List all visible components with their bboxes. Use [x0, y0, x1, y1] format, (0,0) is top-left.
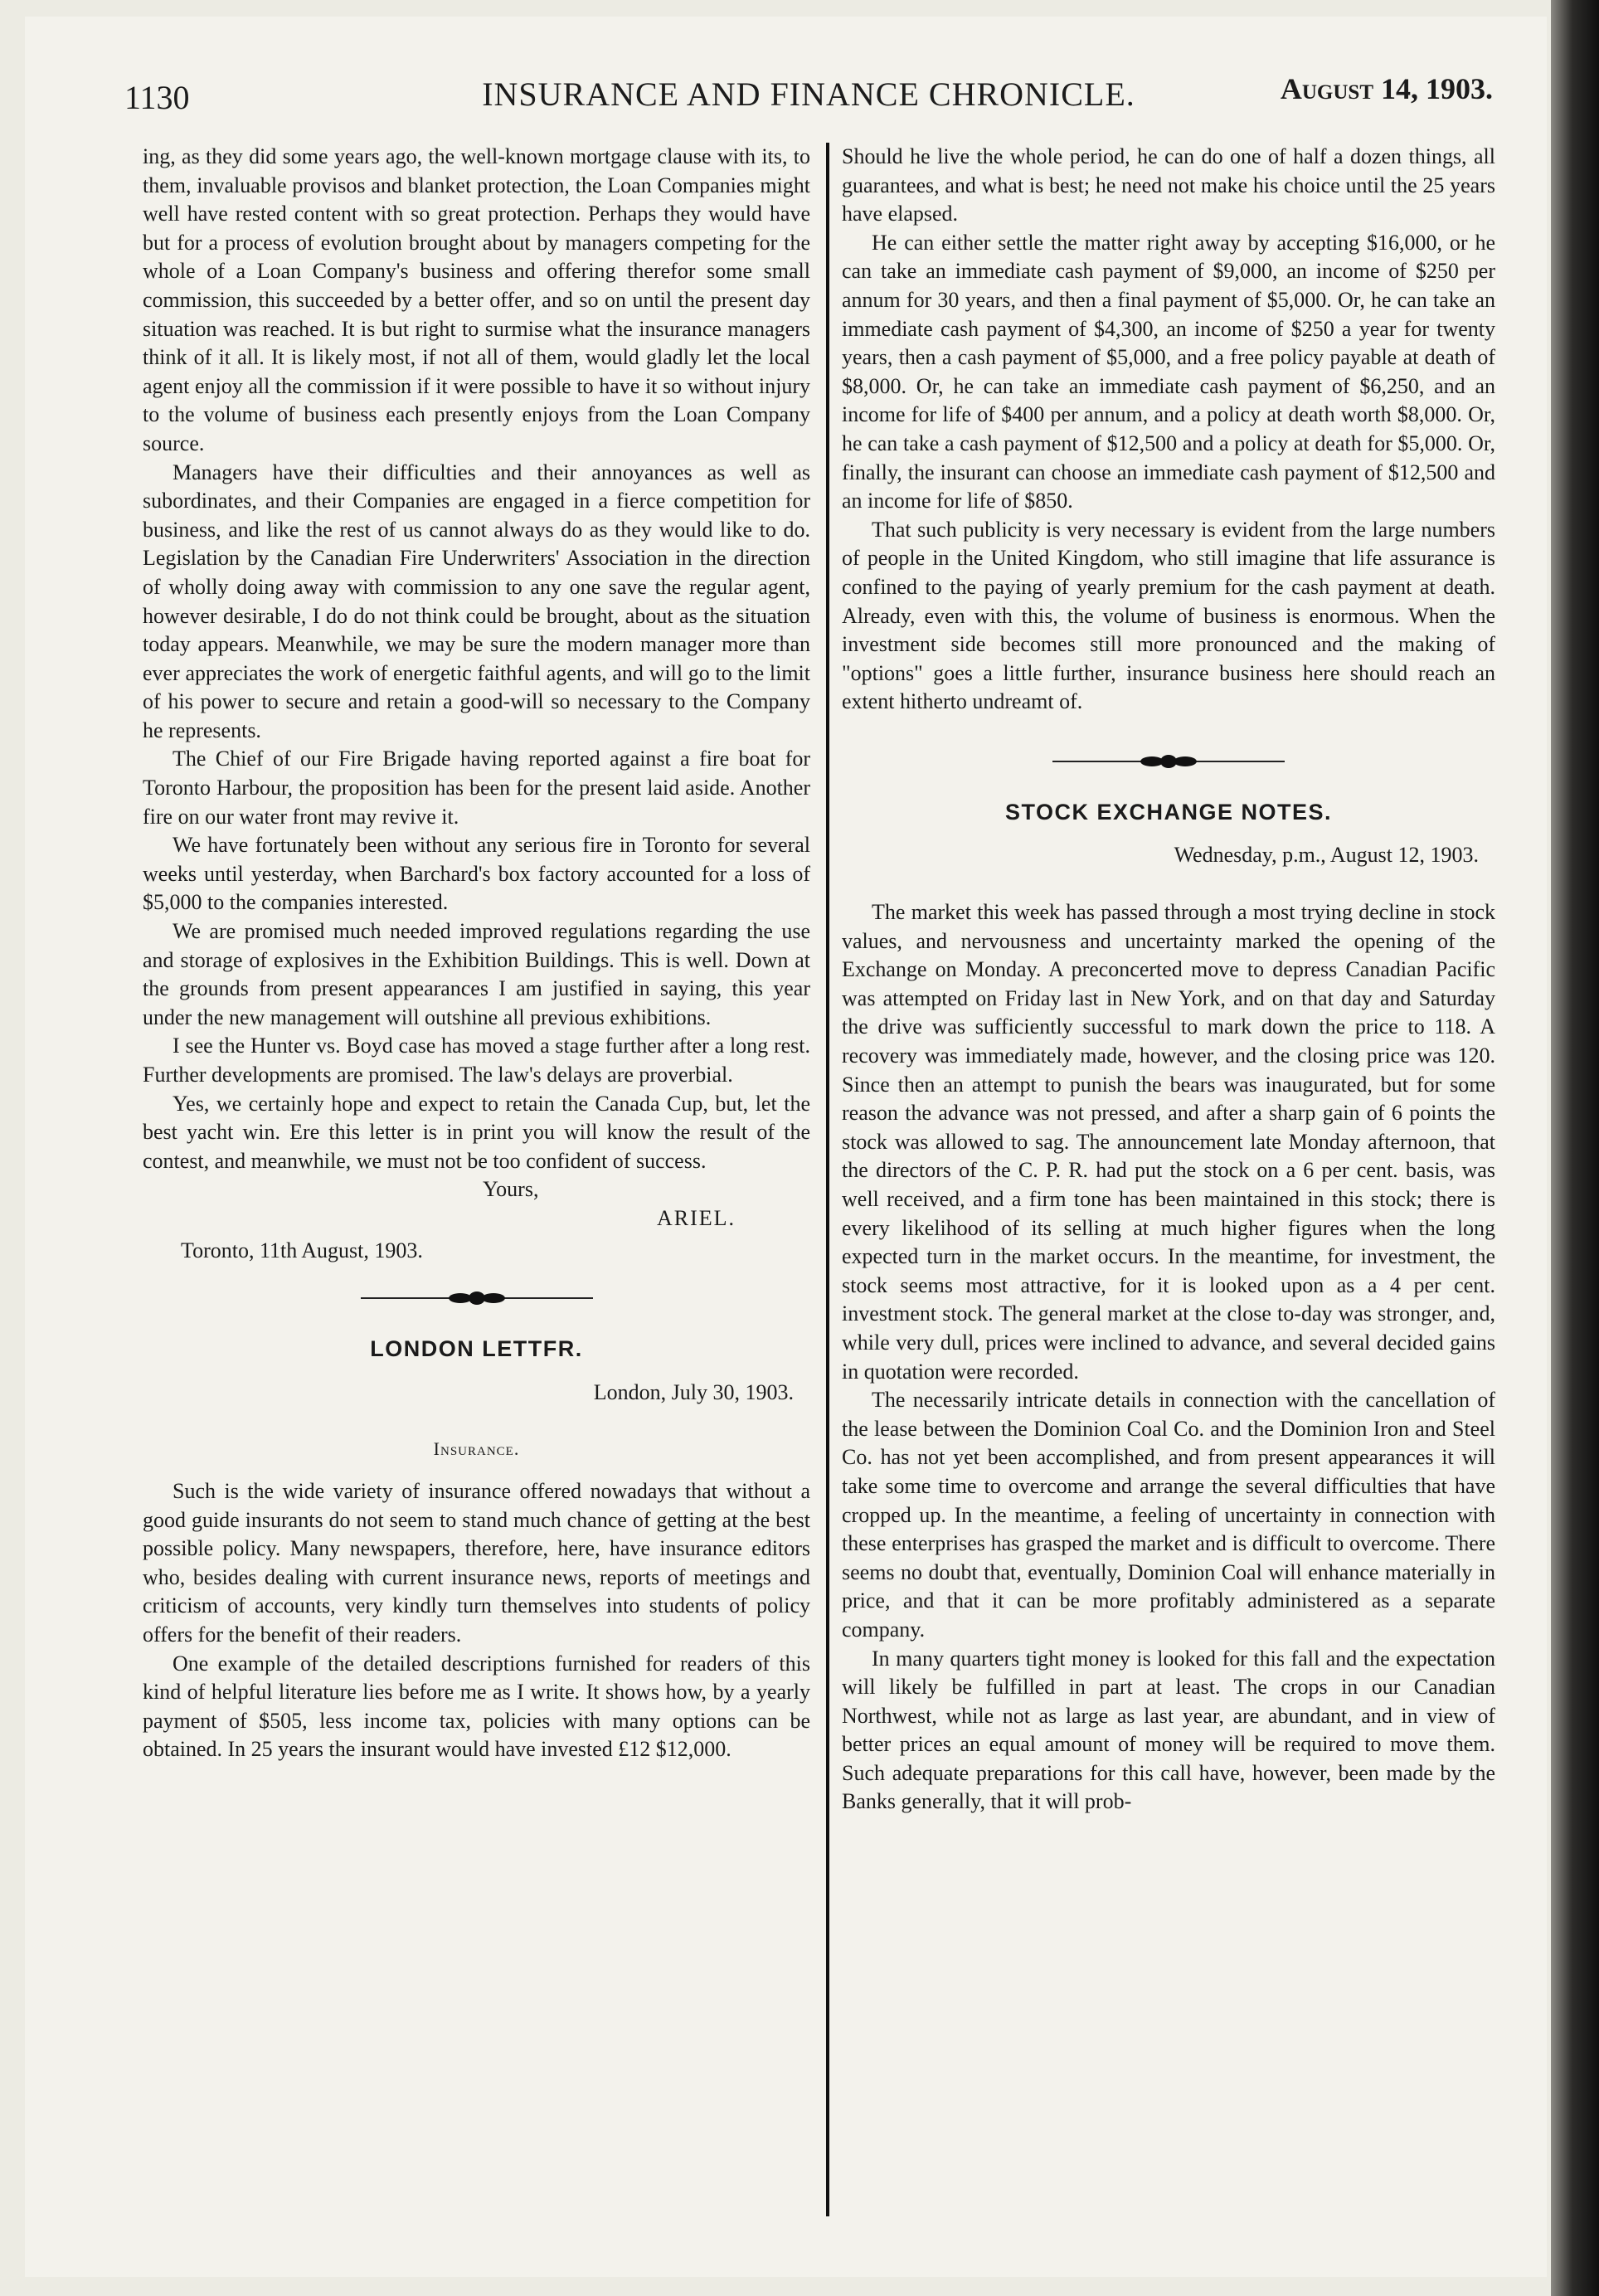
- right-column: [842, 143, 1495, 1817]
- article-paragraph: He can either settle the matter right away by accepting $16,000, or he can take an immediate cash payment of $9,000, an income of $250 per annum for 30 years, and then a final payment of $5,000. Or, he can take an immediate cash payment of $4,300, an income of $250 a year for twenty years, then a cash payment of $5,000, and a free policy payable at death of $8,000. Or, he can take an immediate cash payment of $6,250, and an income for life of $400 per annum, and a policy at death worth $8,000. Or, he can take a cash payment of $12,500 and a policy at death for $5,000. Or, finally, the insurant can choose an immediate cash payment of $12,500 and an income for life of $850.: [842, 230, 1495, 513]
- book-binding-edge: [1551, 0, 1599, 2296]
- page-header: [124, 66, 1493, 124]
- article-paragraph: Such is the wide variety of insurance offered nowadays that without a good guide insurants do not seem to stand much chance of getting at the best possible policy. Many newspapers, therefore, here, have insurance editors who, besides dealing with current insurance news, reports of meetings and criticism of accounts, very kindly turn themselves into students of policy offers for the benefit of their readers.: [143, 1478, 810, 1647]
- publication-title: INSURANCE AND FINANCE CHRONICLE.: [482, 75, 1135, 113]
- page-number: 1130: [124, 79, 190, 116]
- article-paragraph: ing, as they did some years ago, the well-known mortgage clause with its, to them, invaluable provisos and blanket protection, the Loan Companies might well have rested content with so great protection. Perhaps they would have but for a process of evolution brought about by managers competing for the whole of a Loan Company's business and offering therefor some small commission, this succeeded by a better offer, and so on until the present day situation was reached. It is but right to surmise what the insurance managers think of it all. It is likely most, if not all of them, would gladly let the local agent enjoy all the commission if it were possible to have it so without injury to the volume of business each presently enjoys from the Loan Company source.: [143, 144, 810, 455]
- left-column: [143, 143, 810, 1764]
- article-paragraph: Yes, we certainly hope and expect to retain the Canada Cup, but, let the best yacht win. Ere this letter is in print you will know the result of the contest, and meanwhile, we must not be too confident of success.: [143, 1091, 810, 1173]
- article-paragraph: I see the Hunter vs. Boyd case has moved a stage further after a long rest. Further developments are promised. The law's delays are proverbial.: [143, 1034, 810, 1087]
- article-paragraph: We have fortunately been without any serious fire in Toronto for several weeks until yesterday, when Barchard's box factory accounted for a loss of $5,000 to the companies interested.: [143, 833, 810, 915]
- column-divider: [826, 143, 829, 2216]
- stock-exchange-dateline: Wednesday, p.m., August 12, 1903.: [1174, 843, 1479, 868]
- article-paragraph: Should he live the whole period, he can do one of half a dozen things, all guarantees, and what is best; he need not make his choice until the 25 years have elapsed.: [842, 144, 1495, 226]
- signoff-name: ARIEL.: [657, 1205, 736, 1230]
- london-letter-dateline: London, July 30, 1903.: [593, 1379, 794, 1404]
- article-paragraph: The Chief of our Fire Brigade having reported against a fire boat for Toronto Harbour, the proposition has been for the present laid aside. Another fire on our water front may revive it.: [143, 747, 810, 829]
- article-paragraph: We are promised much needed improved regulations regarding the use and storage of explosives in the Exhibition Buildings. This is well. Down at the grounds from present appearances I am justified in saying, this year under the new management will outshine all previous exhibitions.: [143, 919, 810, 1029]
- stock-exchange-heading: STOCK EXCHANGE NOTES.: [1004, 799, 1333, 825]
- article-paragraph: The market this week has passed through a most trying decline in stock values, and nervousness and uncertainty marked the opening of the Exchange on Monday. A preconcerted move to depress Canadian Pacific was attempted on Friday last in New York, and on that day and Saturday the drive was sufficiently successful to mark down the price to 118. A recovery was immediately made, however, and the closing price was 120. Since then an attempt to punish the bears was inaugurated, but for some reason the advance was not pressed, and after a sharp gain of 6 points the stock was allowed to sag. The announcement late Monday afternoon, that the directors of the C. P. R. had put the stock on a 6 per cent. basis, was well received, and a firm tone has been maintained in this stock; there is every likelihood of its selling at much higher figures when the long expected turn in the market occurs. In the meantime, for investment, the stock seems most attractive, for it is looked upon as a 4 per cent. investment stock. The general market at the close to-day was stronger, and, while very dull, prices were inclined to advance, and several decided gains in quotation were recorded.: [842, 900, 1495, 1384]
- article-paragraph: One example of the detailed descriptions furnished for readers of this kind of helpful literature lies before me as I write. It shows how, by a yearly payment of $505, less income tax, policies with many options can be obtained. In 25 years the insurant would have invested £12 $12,000.: [143, 1651, 810, 1762]
- signoff-dateline: Toronto, 11th August, 1903.: [181, 1238, 423, 1262]
- article-paragraph: Managers have their difficulties and their annoyances as well as subordinates, and their Companies are engaged in a fierce competition for business, and like the rest of us cannot always do as they would like to do. Legislation by the Canadian Fire Underwriters' Association in the direction of wholly doing away with commission to any one save the regular agent, however desirable, I do do not think could be brought, about as the situation today appears. Meanwhile, we may be sure the modern manager more than ever appreciates the work of energetic faithful agents, and will go to the limit of his power to secure and retain a good-will so necessary to the Company he represents.: [143, 460, 810, 742]
- london-letter-heading: LONDON LETTFR.: [370, 1336, 583, 1362]
- ornament-divider: [1052, 753, 1285, 770]
- article-paragraph: In many quarters tight money is looked for this fall and the expectation will likely be fulfilled in part at least. The crops in our Canadian Northwest, while not as large as last year, are abundant, and in view of better prices an equal amount of money will be required to move them. Such adequate preparations for this call have, however, been made by the Banks generally, that it will prob-: [842, 1646, 1495, 1814]
- insurance-subheading: Insurance.: [433, 1438, 520, 1460]
- issue-date: August 14, 1903.: [1280, 72, 1493, 105]
- article-paragraph: The necessarily intricate details in connection with the cancellation of the lease between the Dominion Coal Co. and the Dominion Iron and Steel Co. has not yet been accomplished, and from present appearances it will take some time to overcome and arrange the several difficulties that have cropped up. In the meantime, a feeling of uncertainty in connection with these enterprises has grasped the market and is difficult to overcome. There seems no doubt that, eventually, Dominion Coal will enhance materially in price, and that it can be more profitably administered as a separate company.: [842, 1388, 1495, 1642]
- ornament-divider: [361, 1290, 593, 1306]
- article-paragraph: That such publicity is very necessary is evident from the large numbers of people in the United Kingdom, who still imagine that life assurance is confined to the paying of yearly premium for the cash payment at death. Already, even with this, the volume of business is enormous. When the investment side becomes still more pronounced and the making of "options" goes a little further, insurance business here should reach an extent hitherto undreamt of.: [842, 517, 1495, 714]
- signoff-yours: Yours,: [483, 1177, 539, 1202]
